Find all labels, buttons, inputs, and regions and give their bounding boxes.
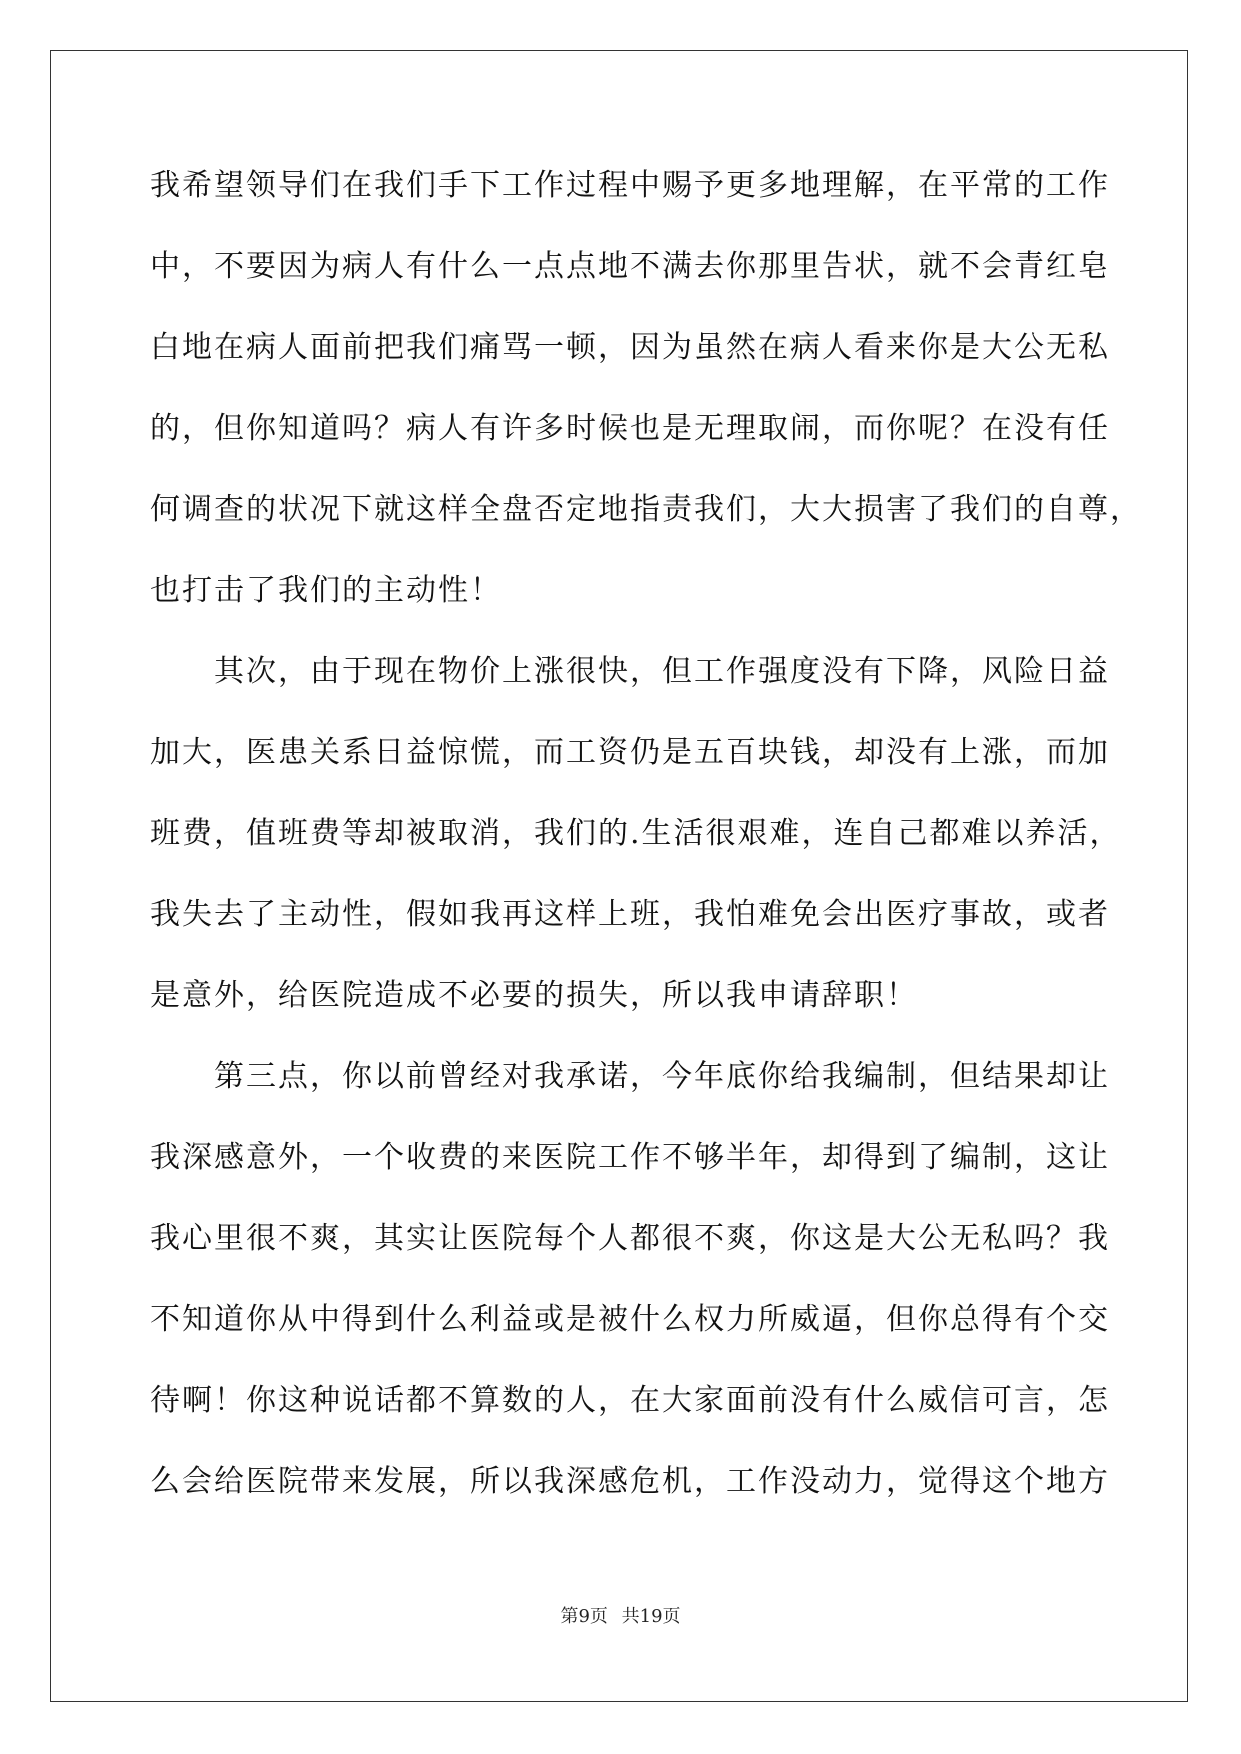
page-total: 共19页 bbox=[621, 1606, 681, 1627]
text-line: 也打击了我们的主动性！ bbox=[150, 573, 502, 608]
text-line: 我深感意外，一个收费的来医院工作不够半年，却得到了编制，这让 bbox=[150, 1140, 1110, 1175]
text-line: 么会给医院带来发展，所以我深感危机，工作没动力，觉得这个地方 bbox=[150, 1464, 1110, 1499]
text-line: 中，不要因为病人有什么一点点地不满去你那里告状，就不会青红皂 bbox=[150, 249, 1110, 284]
text-line: 我失去了主动性，假如我再这样上班，我怕难免会出医疗事故，或者 bbox=[150, 897, 1110, 932]
text-line: 加大，医患关系日益惊慌，而工资仍是五百块钱，却没有上涨，而加 bbox=[150, 735, 1110, 770]
text-line: 我希望领导们在我们手下工作过程中赐予更多地理解，在平常的工作 bbox=[150, 168, 1110, 203]
text-line: 其次，由于现在物价上涨很快，但工作强度没有下降，风险日益 bbox=[150, 654, 1110, 689]
text-line: 白地在病人面前把我们痛骂一顿，因为虽然在病人看来你是大公无私 bbox=[150, 330, 1110, 365]
text-line: 待啊！你这种说话都不算数的人，在大家面前没有什么威信可言，怎 bbox=[150, 1383, 1110, 1418]
text-line: 不知道你从中得到什么利益或是被什么权力所威逼，但你总得有个交 bbox=[150, 1302, 1110, 1337]
page-footer bbox=[0, 1602, 1241, 1628]
text-line: 班费，值班费等却被取消，我们的.生活很艰难，连自己都难以养活， bbox=[150, 816, 1122, 851]
text-line: 是意外，给医院造成不必要的损失，所以我申请辞职！ bbox=[150, 978, 918, 1013]
document-body bbox=[150, 162, 1142, 1539]
text-line: 第三点，你以前曾经对我承诺，今年底你给我编制，但结果却让 bbox=[150, 1059, 1110, 1094]
text-line: 的，但你知道吗？病人有许多时候也是无理取闹，而你呢？在没有任 bbox=[150, 411, 1110, 446]
page-number: 第9页 bbox=[560, 1606, 608, 1627]
text-line: 何调查的状况下就这样全盘否定地指责我们，大大损害了我们的自尊， bbox=[150, 492, 1142, 527]
text-line: 我心里很不爽，其实让医院每个人都很不爽，你这是大公无私吗？我 bbox=[150, 1221, 1110, 1256]
